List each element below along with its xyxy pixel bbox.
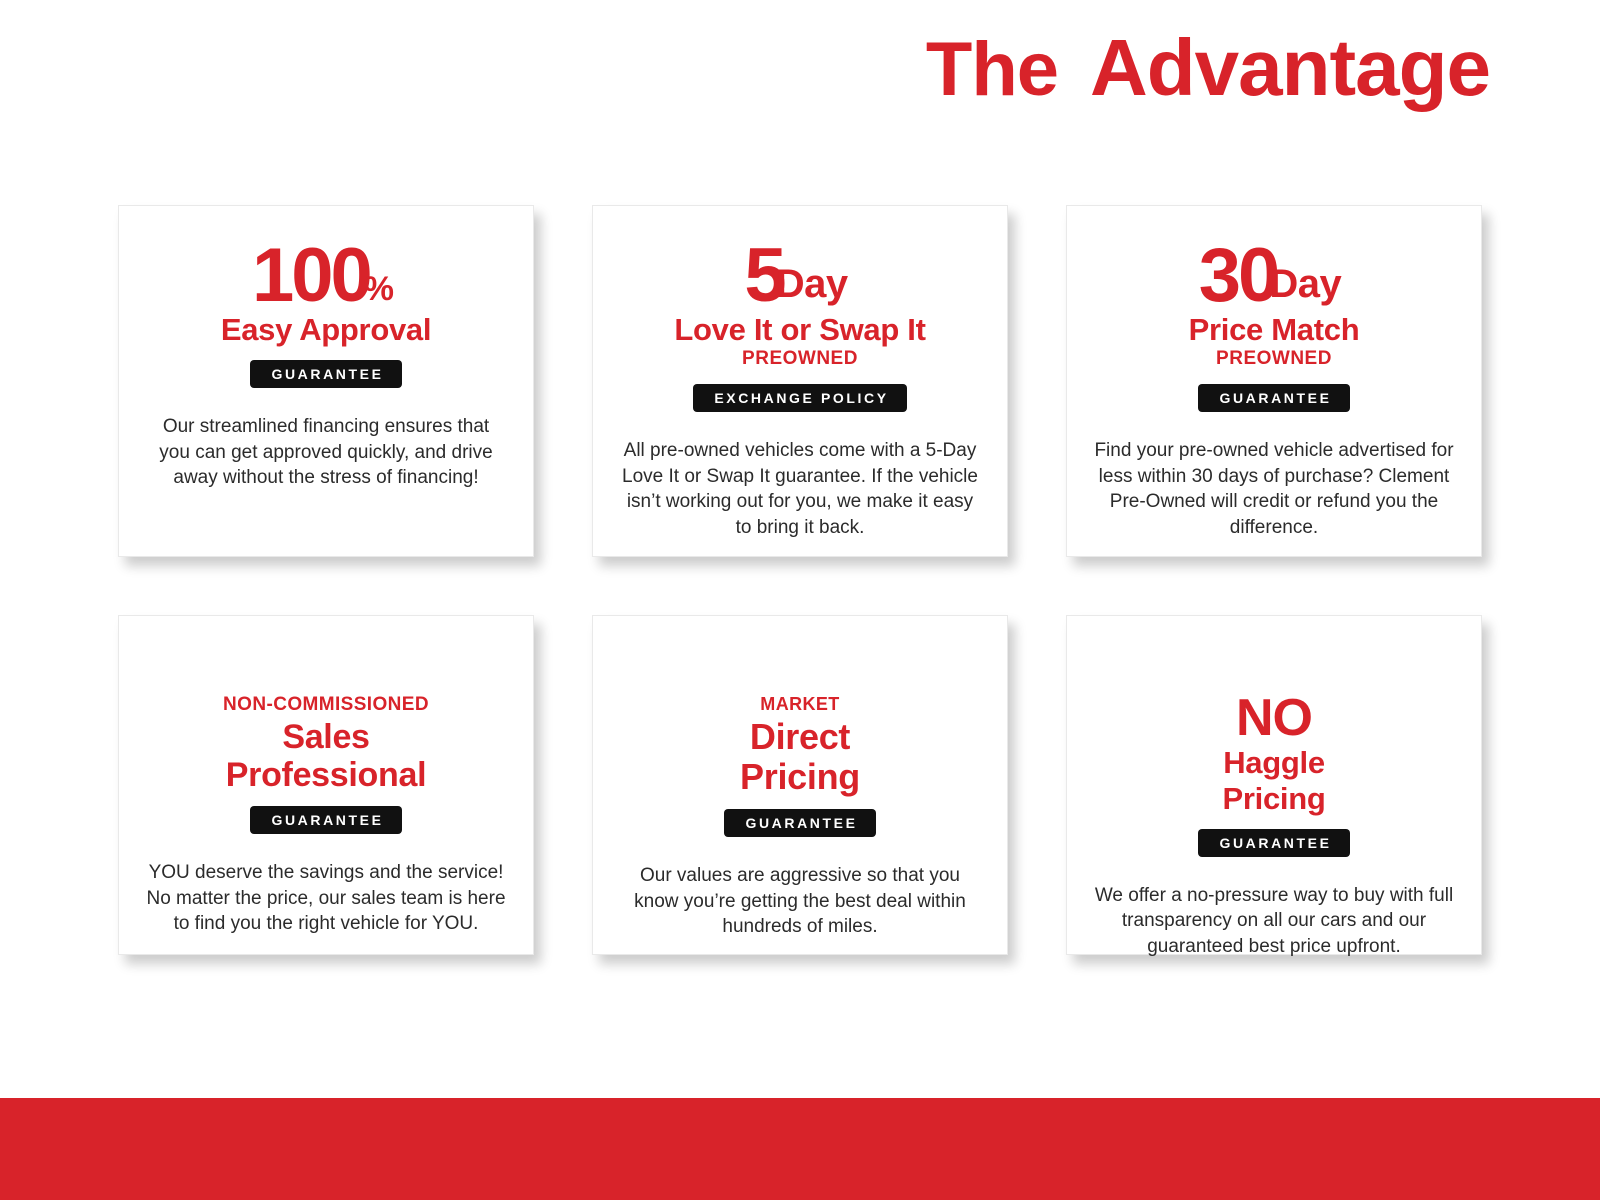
card-direct-pricing-header <box>619 694 981 837</box>
card-price-match <box>1066 205 1482 557</box>
advantage-card-grid <box>118 205 1478 955</box>
card-sales-professional-eyebrow: NON-COMMISSIONED <box>223 694 429 715</box>
page-title-word-advantage: Advantage <box>1090 23 1490 112</box>
card-easy-approval-body: Our streamlined financing ensures that you can get approved quickly, and drive away without the stress of financing! <box>159 416 493 489</box>
card-no-haggle-pricing-headline-line1: Haggle <box>1223 745 1325 781</box>
card-sales-professional-body: YOU deserve the savings and the service! No matter the price, our sales team is here to find you the right vehicle for YOU. <box>146 862 506 935</box>
card-direct-pricing-headline-line1: Direct <box>749 716 851 757</box>
card-love-it-or-swap-it-body: All pre-owned vehicles come with a 5-Day Love It or Swap It guarantee. If the vehicle isn’t working out for you, we make it easy to bring it back. <box>622 440 978 538</box>
card-sales-professional-header <box>145 694 507 834</box>
card-sales-professional-headline-line1: Sales <box>282 718 370 756</box>
card-love-it-or-swap-it <box>592 205 1008 557</box>
page-title-word-the: The <box>925 27 1059 112</box>
card-love-it-or-swap-it-subhead: PREOWNED <box>742 348 858 369</box>
status-badge: GUARANTEE <box>1198 829 1349 857</box>
card-easy-approval-headline: Easy Approval <box>220 312 432 348</box>
card-easy-approval-number-row <box>251 233 400 318</box>
card-direct-pricing-eyebrow: MARKET <box>760 694 840 714</box>
status-badge: GUARANTEE <box>250 806 401 834</box>
card-love-it-or-swap-it-number-row <box>744 233 855 318</box>
card-direct-pricing-headline-line2: Pricing <box>740 756 860 797</box>
card-easy-approval <box>118 205 534 557</box>
status-badge: GUARANTEE <box>1198 384 1349 412</box>
card-sales-professional <box>118 615 534 955</box>
card-love-it-or-swap-it-number: 5 <box>744 233 784 318</box>
card-price-match-number-row <box>1198 233 1349 318</box>
card-direct-pricing-body: Our values are aggressive so that you know you’re getting the best deal within hundreds of miles. <box>634 865 966 938</box>
card-easy-approval-header <box>145 233 507 388</box>
page-title <box>925 23 1490 112</box>
card-no-haggle-pricing-body: We offer a no-pressure way to buy with full transparency on all our cars and our guaranteed best price upfront. <box>1094 884 1454 957</box>
card-love-it-or-swap-it-day-label: Day <box>775 262 848 307</box>
status-badge: EXCHANGE POLICY <box>693 384 906 412</box>
card-price-match-subhead: PREOWNED <box>1216 348 1332 369</box>
card-direct-pricing <box>592 615 1008 955</box>
card-price-match-day-label: Day <box>1269 262 1342 307</box>
status-badge: GUARANTEE <box>250 360 401 388</box>
card-no-haggle-pricing <box>1066 615 1482 955</box>
status-badge: GUARANTEE <box>724 809 875 837</box>
card-love-it-or-swap-it-header <box>619 233 981 412</box>
card-price-match-headline: Price Match <box>1188 312 1360 348</box>
card-no-haggle-pricing-no-word: NO <box>1236 689 1312 747</box>
card-no-haggle-pricing-headline-line2: Pricing <box>1222 781 1326 816</box>
percent-icon: % <box>363 270 395 309</box>
card-easy-approval-number: 100 <box>251 233 370 318</box>
card-price-match-header <box>1093 233 1455 412</box>
footer-bar <box>0 1098 1600 1200</box>
card-no-haggle-pricing-header <box>1093 689 1455 857</box>
card-price-match-body: Find your pre-owned vehicle advertised for less within 30 days of purchase? Clement Pre-Owned will credit or refund you the difference. <box>1094 440 1454 538</box>
card-love-it-or-swap-it-headline: Love It or Swap It <box>674 312 926 348</box>
card-price-match-number: 30 <box>1198 233 1278 318</box>
card-sales-professional-headline-line2: Professional <box>225 756 427 794</box>
